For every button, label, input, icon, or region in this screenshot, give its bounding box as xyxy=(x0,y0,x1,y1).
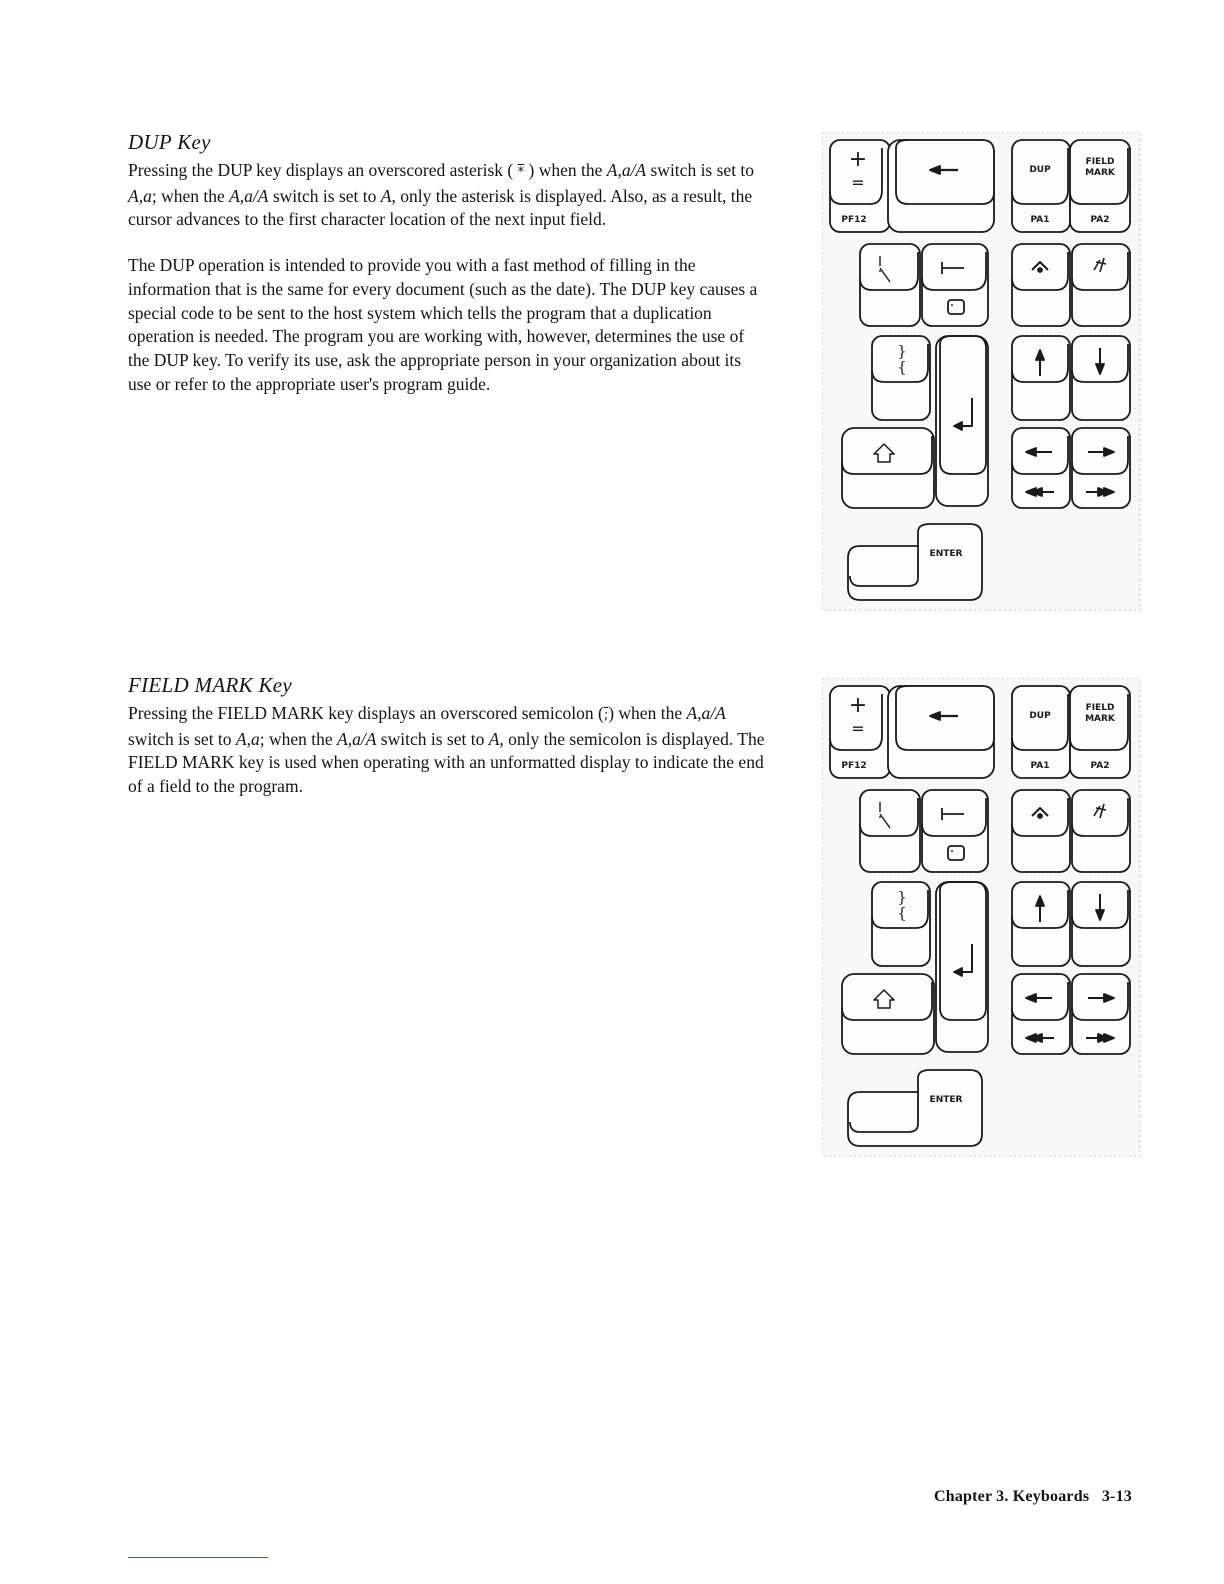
plus-glyph: + xyxy=(848,693,868,718)
pf12-label: PF12 xyxy=(841,215,867,225)
key-plus-equals-pf12 xyxy=(830,140,890,232)
key-cursor-up xyxy=(1012,882,1070,966)
key-delete xyxy=(1072,244,1130,326)
key-newline xyxy=(936,882,988,1052)
key-shift xyxy=(842,974,934,1054)
footnote-rule xyxy=(128,1557,268,1558)
key-cursor-up xyxy=(1012,336,1070,420)
text-run: ) when the xyxy=(524,160,607,180)
key-cursor-right-fast xyxy=(1072,974,1130,1054)
key-back-tab-reset xyxy=(922,790,988,872)
equals-glyph: = xyxy=(851,173,865,192)
field-label: FIELD xyxy=(1085,703,1115,713)
overscored-semicolon: ; xyxy=(603,708,609,723)
dup-key-section xyxy=(128,130,768,396)
text-run-italic: A,a/A xyxy=(606,160,647,180)
pf12-label: PF12 xyxy=(841,761,867,771)
key-exclaim-backslash xyxy=(860,244,920,326)
keypad-illustration xyxy=(822,132,1142,612)
dup-label: DUP xyxy=(1029,711,1051,721)
pa1-label: PA1 xyxy=(1030,761,1050,771)
key-cursor-down xyxy=(1072,336,1130,420)
plus-glyph: + xyxy=(848,147,868,172)
key-back-tab-reset xyxy=(922,244,988,326)
text-run: , only the asterisk is displayed. Also, as a result, the cursor advances to the first character location of the next input field. xyxy=(128,185,753,230)
dup-key-paragraph-2: The DUP operation is intended to provide you with a fast method of filling in the information that is the same for every document (such as the date). The DUP key causes a special code to be sent to the host system which tells the program that a duplication operation is needed. The program you are working with, however, determines the use of the DUP key. To verify its use, ask the appropriate person in your organization about its use or refer to the appropriate user's program guide. xyxy=(128,255,758,394)
key-field-mark-pa2 xyxy=(1070,140,1130,232)
text-run: Pressing the DUP key displays an overscored asterisk ( xyxy=(128,160,518,180)
pa2-label: PA2 xyxy=(1090,215,1110,225)
enter-label: ENTER xyxy=(929,549,963,559)
page-footer xyxy=(934,1488,1132,1506)
brace-close-glyph: } xyxy=(897,342,907,360)
key-shift xyxy=(842,428,934,508)
key-dup-pa1 xyxy=(1012,140,1070,232)
key-cursor-down xyxy=(1072,882,1130,966)
enter-label: ENTER xyxy=(929,1095,963,1105)
text-run-italic: A xyxy=(488,728,500,749)
text-run-italic: A xyxy=(380,185,392,206)
text-run-italic: A,a/A xyxy=(686,703,726,723)
field-mark-key-section xyxy=(128,673,768,799)
key-exclaim-backslash xyxy=(860,790,920,872)
key-braces xyxy=(872,882,930,966)
text-run: ; when the xyxy=(259,728,338,749)
text-run: ; when the xyxy=(151,185,230,206)
text-run: switch is set to xyxy=(268,185,381,206)
dup-key-paragraph-1 xyxy=(128,159,768,232)
text-run-italic: A,a/A xyxy=(229,185,269,206)
text-run: ) when the xyxy=(608,703,687,723)
brace-open-glyph: { xyxy=(897,358,907,376)
key-insert xyxy=(1012,790,1070,872)
key-backspace xyxy=(888,686,994,778)
text-run-italic: A,a/A xyxy=(337,728,377,749)
key-dup-pa1 xyxy=(1012,686,1070,778)
text-run: switch is set to xyxy=(376,728,489,749)
text-run: Pressing the FIELD MARK key displays an overscored semicolon ( xyxy=(128,703,604,723)
key-insert xyxy=(1012,244,1070,326)
text-run: switch is set to xyxy=(646,160,755,180)
footer-page-number: 3-13 xyxy=(1101,1488,1132,1505)
brace-close-glyph: } xyxy=(897,888,907,906)
key-cursor-left-fast xyxy=(1012,428,1070,508)
brace-open-glyph: { xyxy=(897,904,907,922)
key-backspace xyxy=(888,140,994,232)
keypad-illustration xyxy=(822,678,1142,1158)
pa1-label: PA1 xyxy=(1030,215,1050,225)
keypad-figure-field-mark xyxy=(822,678,1142,1158)
key-cursor-right-fast xyxy=(1072,428,1130,508)
equals-glyph: = xyxy=(851,719,865,738)
text-run: switch is set to xyxy=(128,728,236,749)
footer-chapter: Chapter 3. Keyboards xyxy=(933,1488,1090,1505)
mark-label: MARK xyxy=(1085,168,1115,178)
dup-key-heading: DUP Key xyxy=(128,130,211,154)
key-newline xyxy=(936,336,988,506)
key-field-mark-pa2 xyxy=(1070,686,1130,778)
overscored-asterisk: * xyxy=(517,165,525,180)
key-delete xyxy=(1072,790,1130,872)
text-run-italic: A,a xyxy=(128,185,152,206)
field-label: FIELD xyxy=(1085,157,1115,167)
pa2-label: PA2 xyxy=(1090,761,1110,771)
key-plus-equals-pf12 xyxy=(830,686,890,778)
mark-label: MARK xyxy=(1085,714,1115,724)
field-mark-key-heading: FIELD MARK Key xyxy=(128,673,292,697)
field-mark-paragraph-1 xyxy=(128,702,768,799)
text-run-italic: A,a xyxy=(235,728,260,749)
text-run: , only the semicolon is displayed. The FIELD MARK key is used when operating with an unformatted display to indicate the end of a field to the program. xyxy=(128,728,765,797)
key-braces xyxy=(872,336,930,420)
dup-label: DUP xyxy=(1029,165,1051,175)
key-cursor-left-fast xyxy=(1012,974,1070,1054)
keypad-figure-dup xyxy=(822,132,1142,612)
